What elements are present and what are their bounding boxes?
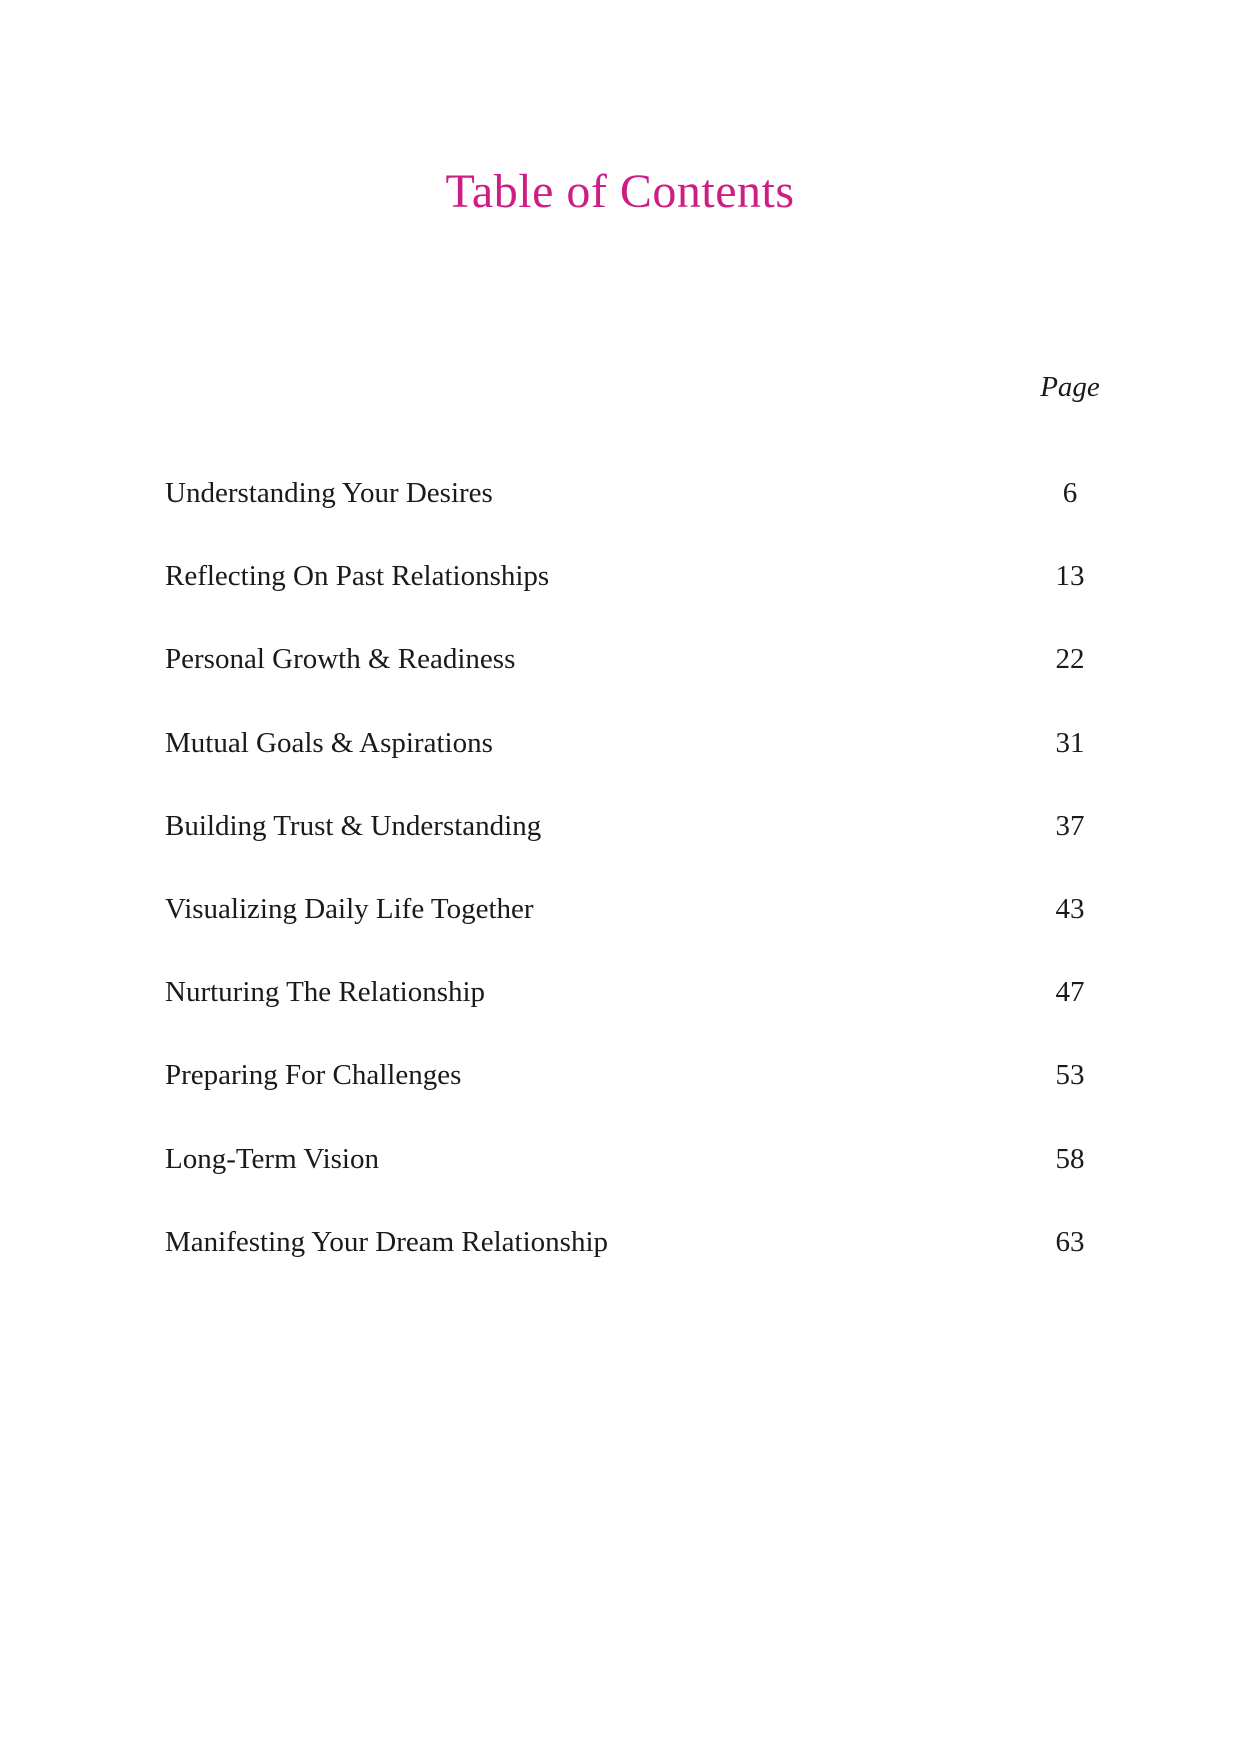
toc-entry-title: Visualizing Daily Life Together [165, 893, 534, 925]
toc-entry-page-number: 37 [1055, 810, 1085, 842]
toc-entry-page-number: 6 [1062, 477, 1078, 509]
page-title: Table of Contents [445, 165, 795, 218]
toc-entry-title: Manifesting Your Dream Relationship [165, 1226, 609, 1258]
toc-entry[interactable] [165, 639, 1105, 679]
toc-entry[interactable] [165, 1055, 1105, 1095]
toc-entry[interactable] [165, 1222, 1105, 1262]
toc-entry-title: Mutual Goals & Aspirations [165, 727, 493, 759]
toc-entry-page-number: 13 [1055, 560, 1085, 592]
toc-entry-title: Reflecting On Past Relationships [165, 560, 550, 592]
toc-entry[interactable] [165, 972, 1105, 1012]
toc-entry-page-number: 31 [1055, 727, 1085, 759]
toc-entry-title: Long-Term Vision [165, 1143, 379, 1175]
toc-entry[interactable] [165, 473, 1105, 513]
toc-entry-page-number: 43 [1055, 893, 1085, 925]
toc-entry-title: Understanding Your Desires [165, 477, 493, 509]
toc-entry-title: Preparing For Challenges [165, 1059, 462, 1091]
toc-entry[interactable] [165, 806, 1105, 846]
toc-entry[interactable] [165, 1139, 1105, 1179]
toc-entry-title: Personal Growth & Readiness [165, 643, 516, 675]
page-column-label: Page [1040, 371, 1100, 403]
toc-entry-page-number: 58 [1055, 1143, 1085, 1175]
toc-entry[interactable] [165, 556, 1105, 596]
toc-entry[interactable] [165, 889, 1105, 929]
toc-entry-page-number: 63 [1055, 1226, 1085, 1258]
toc-entry[interactable] [165, 723, 1105, 763]
toc-entry-page-number: 22 [1055, 643, 1085, 675]
toc-entry-page-number: 47 [1055, 976, 1085, 1008]
toc-entry-title: Building Trust & Understanding [165, 810, 542, 842]
toc-entry-title: Nurturing The Relationship [165, 976, 486, 1008]
toc-entry-page-number: 53 [1055, 1059, 1085, 1091]
